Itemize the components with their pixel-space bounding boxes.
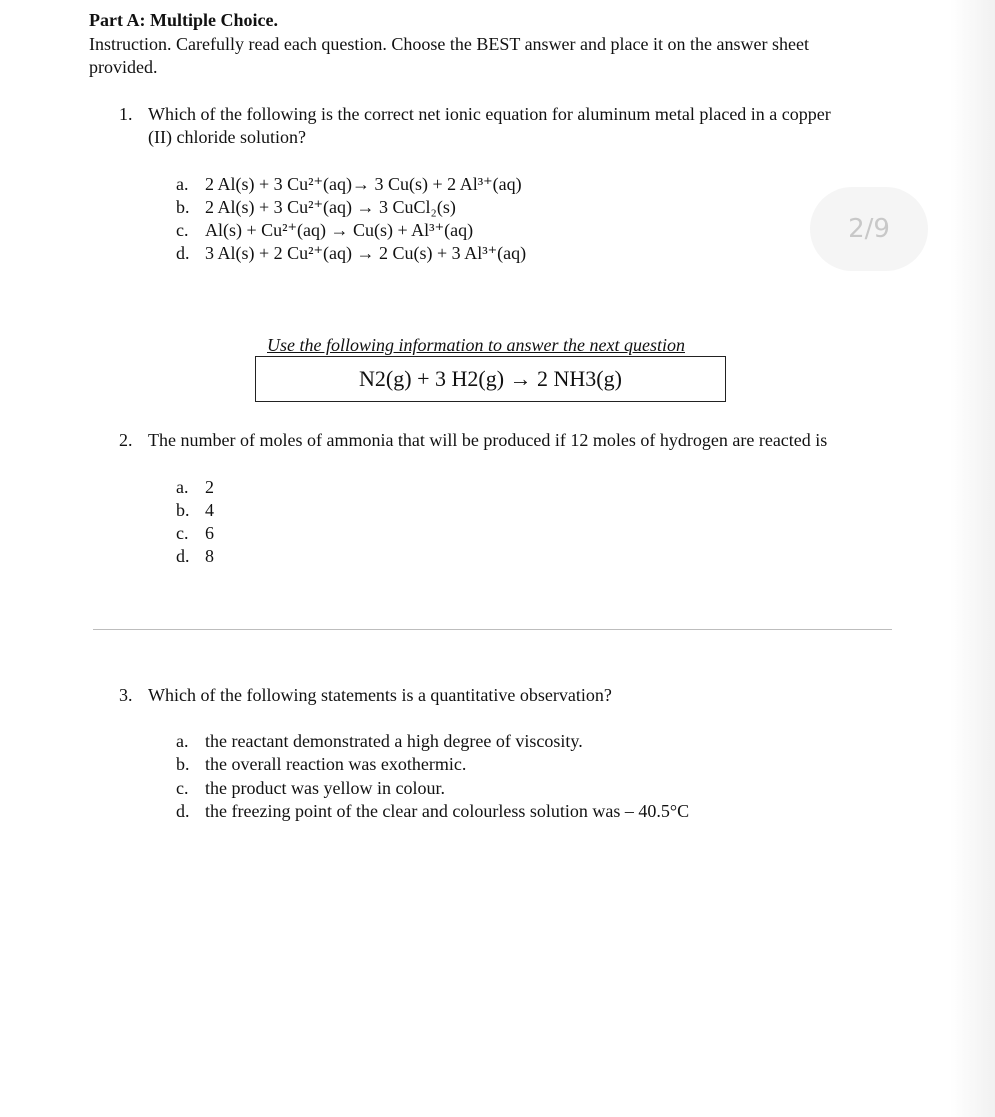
option-text: the product was yellow in colour. [205,778,445,798]
question-text-line-2: (II) chloride solution? [148,127,306,147]
option-letter: d. [176,243,190,263]
info-heading: Use the following information to answer the next question [267,335,685,355]
part-title: Part A: Multiple Choice. [89,10,278,30]
instruction-line-1: Instruction. Carefully read each question. Choose the BEST answer and place it on the answer sheet [89,34,809,54]
question-number: 1. [119,104,133,124]
equation: N2(g) + 3 H2(g) → 2 NH3(g) [359,366,622,391]
option-letter: d. [176,801,190,821]
equation-box [255,356,726,402]
question-text-line-1: Which of the following is the correct net ionic equation for aluminum metal placed in a copper [148,104,831,124]
option-letter: c. [176,523,189,543]
instruction-line-2: provided. [89,57,158,77]
option-letter: c. [176,220,189,240]
page-indicator: 2/9 [810,187,928,271]
option-letter: b. [176,500,190,520]
option-letter: b. [176,197,190,217]
option-text: the overall reaction was exothermic. [205,754,467,774]
option-text: 4 [205,500,214,520]
question-text-line-1: Which of the following statements is a quantitative observation? [148,685,612,705]
option-text: 8 [205,546,214,566]
option-text: the reactant demonstrated a high degree of viscosity. [205,731,583,751]
option-letter: a. [176,174,189,194]
question-text-line-1: The number of moles of ammonia that will be produced if 12 moles of hydrogen are reacted is [148,430,828,450]
option-text: 6 [205,523,214,543]
option-letter: a. [176,477,189,497]
option-letter: c. [176,778,189,798]
question-number: 3. [119,685,133,705]
option-text: 2 [205,477,214,497]
page-divider [93,629,892,630]
option-text: the freezing point of the clear and colourless solution was – 40.5°C [205,801,690,821]
option-letter: a. [176,731,189,751]
option-letter: b. [176,754,190,774]
option-letter: d. [176,546,190,566]
option-text: 2 Al(s) + 3 Cu²⁺(aq)→ 3 Cu(s) + 2 Al³⁺(aq) [205,174,522,194]
option-text: 2 Al(s) + 3 Cu²⁺(aq) → 3 CuCl₂(s) [205,197,456,217]
page-edge-shadow [950,0,995,1117]
option-text: 3 Al(s) + 2 Cu²⁺(aq) → 2 Cu(s) + 3 Al³⁺(aq) [205,243,527,263]
question-number: 2. [119,430,133,450]
option-text: Al(s) + Cu²⁺(aq) → Cu(s) + Al³⁺(aq) [205,220,474,240]
